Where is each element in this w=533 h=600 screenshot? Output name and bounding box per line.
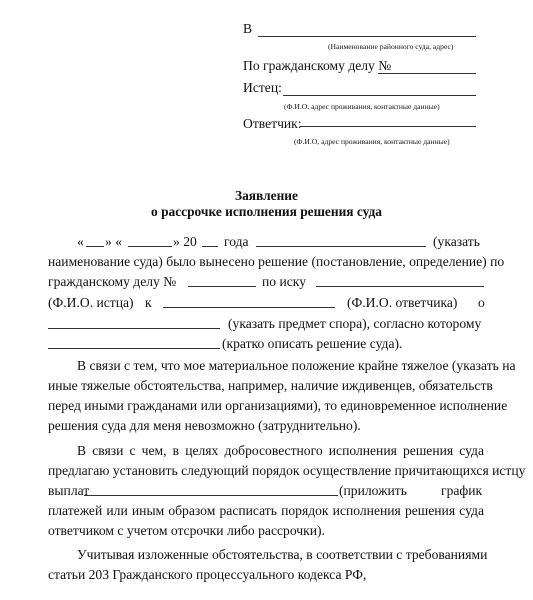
court-to-label: В: [243, 21, 253, 36]
date-open-quote: «: [77, 234, 84, 249]
decision-blank: [48, 348, 220, 349]
paragraph2-line4: решения суда для меня невозможно (затруднительно).: [48, 418, 361, 433]
month-blank: [128, 246, 172, 247]
court-blank: [256, 246, 426, 247]
paragraph3-line2: предлагаю установить следующий порядок осуществление причитающихся истцу: [48, 463, 526, 478]
subject-blank: [48, 328, 220, 329]
paragraph2-line3: перед иными гражданами или организациями), то единовременное исполнение: [48, 398, 508, 413]
defendant-blank: [300, 126, 476, 127]
attach-hint: (приложить: [339, 483, 407, 498]
document-title: Заявление: [235, 188, 298, 203]
about-word: о: [478, 295, 485, 310]
case-number-label: По гражданскому делу №: [243, 58, 392, 73]
paragraph3-line4: платежей или иным образом расписать порядок исполнения решения суда: [48, 503, 484, 518]
defendant-note: (Ф.И.О, адрес проживания, контактные данные): [294, 137, 450, 146]
document-subtitle: о рассрочке исполнения решения суда: [151, 204, 382, 219]
plaintiff-blank: [283, 95, 476, 96]
case-number-blank: [378, 73, 476, 74]
to-word: к: [145, 295, 152, 310]
paragraph2-line2: иные тяжелые обстоятельства, например, наличие иждивенцев, обязательств: [48, 378, 493, 393]
date-mid-quote: » «: [105, 234, 122, 249]
payments-word: выплат: [48, 483, 90, 498]
court-hint: (указать: [433, 234, 480, 249]
plaintiff-label: Истец:: [243, 80, 282, 95]
day-blank: [86, 246, 104, 247]
case-blank: [188, 286, 256, 287]
date-year-prefix: » 20: [173, 234, 197, 249]
decision-hint: (кратко описать решение суда).: [222, 336, 403, 351]
defendant-name-blank: [163, 307, 335, 308]
case-prefix: гражданскому делу №: [48, 274, 177, 289]
defendant-label: Ответчик:: [243, 116, 302, 131]
schedule-word: график: [441, 483, 483, 498]
defendant-hint: (Ф.И.О. ответчика): [347, 295, 458, 310]
paragraph4-line2: статьи 203 Гражданского процессуального кодекса РФ,: [48, 567, 367, 582]
year-word: года: [224, 234, 249, 249]
court-note: (Наименование районного суда, адрес): [328, 42, 454, 51]
paragraph3-line1: В связи с чем, в целях добросовестного исполнения решения суда: [77, 443, 484, 458]
suit-blank: [316, 286, 484, 287]
subject-hint: (указать предмет спора), согласно которому: [228, 316, 482, 331]
payments-blank: [84, 495, 338, 496]
paragraph4-line1: Учитывая изложенные обстоятельства, в соответствии с требованиями: [77, 547, 488, 562]
paragraph2-line1: В связи с тем, что мое материальное положение крайне тяжелое (указать на: [77, 358, 516, 373]
plaintiff-note: (Ф.И.О, адрес проживания, контактные данные): [284, 102, 440, 111]
paragraph3-line5: ответчиком с учетом отсрочки либо рассрочки).: [48, 523, 325, 538]
plaintiff-hint: (Ф.И.О. истца): [48, 295, 134, 310]
court-name-blank: [258, 36, 476, 37]
suit-word: по иску: [262, 274, 306, 289]
paragraph1-line2: наименование суда) было вынесено решение (постановление, определение) по: [48, 254, 505, 269]
year-blank: [202, 246, 218, 247]
